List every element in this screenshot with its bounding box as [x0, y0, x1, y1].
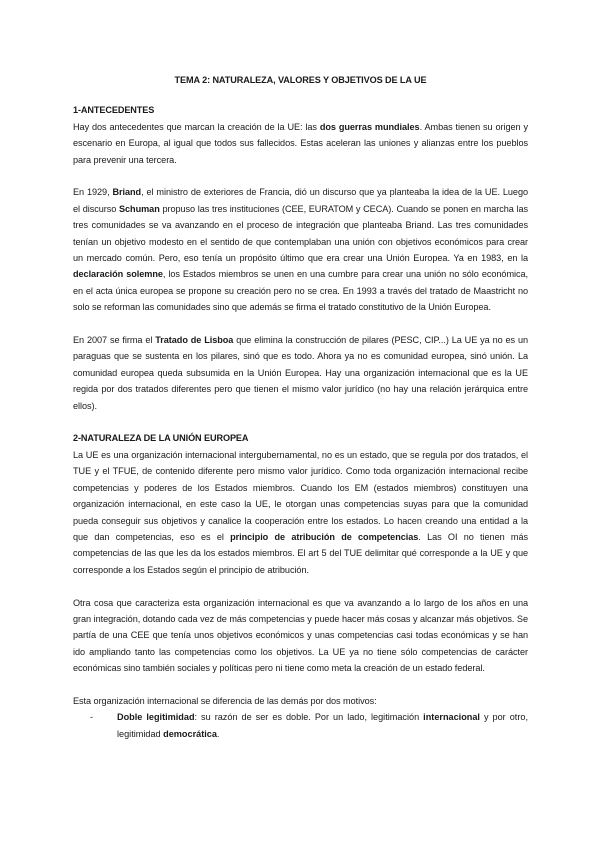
section-heading-naturaleza: 2-NATURALEZA DE LA UNIÓN EUROPEA: [73, 433, 249, 444]
bullet: -: [90, 712, 94, 723]
paragraph: Otra cosa que caracteriza esta organización internacional es que va avanzando a lo largo de los años en una gran integración, dotando cada vez de más competencias y puede hacer más cosas y alcanzar más objetivos. Se partía de una CEE que tenía unos objetivos económicos y unas competencias casi todas económicas y se han ido ampliando tanto las competencias como los objetivos. La UE ya no tiene sólo competencias de carácter económicas sino también sociales y políticas pero ni tiene como meta la creación de un estado federal.: [73, 597, 528, 674]
paragraph: En 2007 se firma el Tratado de Lisboa que elimina la construcción de pilares (PESC, CIP...) La UE ya no es un paraguas que se sustenta en los pilares, sinó que es todo. Ahora ya no es comunidad europea, sinó unión. La comunidad europea queda subsumida en la Unión Europea. Hay una organización internacional que es la UE regida por dos tratados diferentes pero que tienen el mismo valor jurídico (no hay una relación jerárquica entre ellos).: [73, 335, 529, 411]
motives-list: [73, 709, 528, 742]
list-item: - Doble legitimidad: su razón de ser es doble. Por un lado, legitimación internacional y por otro, legitimidad democrática.: [73, 709, 528, 742]
paragraph: En 1929, Briand, el ministro de exteriores de Francia, dió un discurso que ya planteaba la idea de la UE. Luego el discurso Schuman propuso las tres instituciones (CEE, EURATOM y CECA). Cuando se ponen en marcha las tres comunidades se va avanzando en el proceso de integración que planteaba Briand. Las tres comunidades tenían un objetivo modesto en el sentido de que contemplaban una unión con objetivos económicos para crear un mercado común. Pero, eso tenía un propósito último que era crear una Unión Europea. Ya en 1983, en la declaración solemne, los Estados miembros se unen en una cumbre para crear una unión no sólo económica, en el acta única europea se propone su creación pero no se crea. En 1993 a través del tratado de Maastricht no solo se reforman las comunidades sino que además se firma el tratado constitutivo de la Unión Europea.: [73, 187, 529, 313]
paragraph: Esta organización internacional se diferencia de las demás por dos motivos:: [73, 695, 377, 706]
section-heading-antecedentes: 1-ANTECEDENTES: [73, 105, 155, 116]
paragraph: Hay dos antecedentes que marcan la creación de la UE: las dos guerras mundiales. Ambas tienen su origen y escenario en Europa, al igual que todos sus fallecidos. Estas aceleran las uniones y alianzas entre los pueblos para prevenir una tercera.: [73, 121, 528, 165]
paragraph: La UE es una organización internacional intergubernamental, no es un estado, que se regula por dos tratados, el TUE y el TFUE, de contenido diferente pero mismo valor jurídico. Como toda organización internacional recibe competencias y poderes de los Estados miembros. Cuando los EM (estados miembros) constituyen una organización internacional, en este caso la UE, le otorgan unas competencias suyas para que la comunidad pueda conseguir sus objetivos y canalice la cooperación entre los estados. Lo hacen creando una entidad a la que dan competencias, eso es el principio de atribución de competencias. Las OI no tienen más competencias de las que les da los estados miembros. El art 5 del TUE delimitar qué corresponde a la UE y que corresponde a los Estados según el principio de atribución.: [73, 449, 528, 575]
document-title: TEMA 2: NATURALEZA, VALORES Y OBJETIVOS DE LA UE: [174, 75, 427, 85]
